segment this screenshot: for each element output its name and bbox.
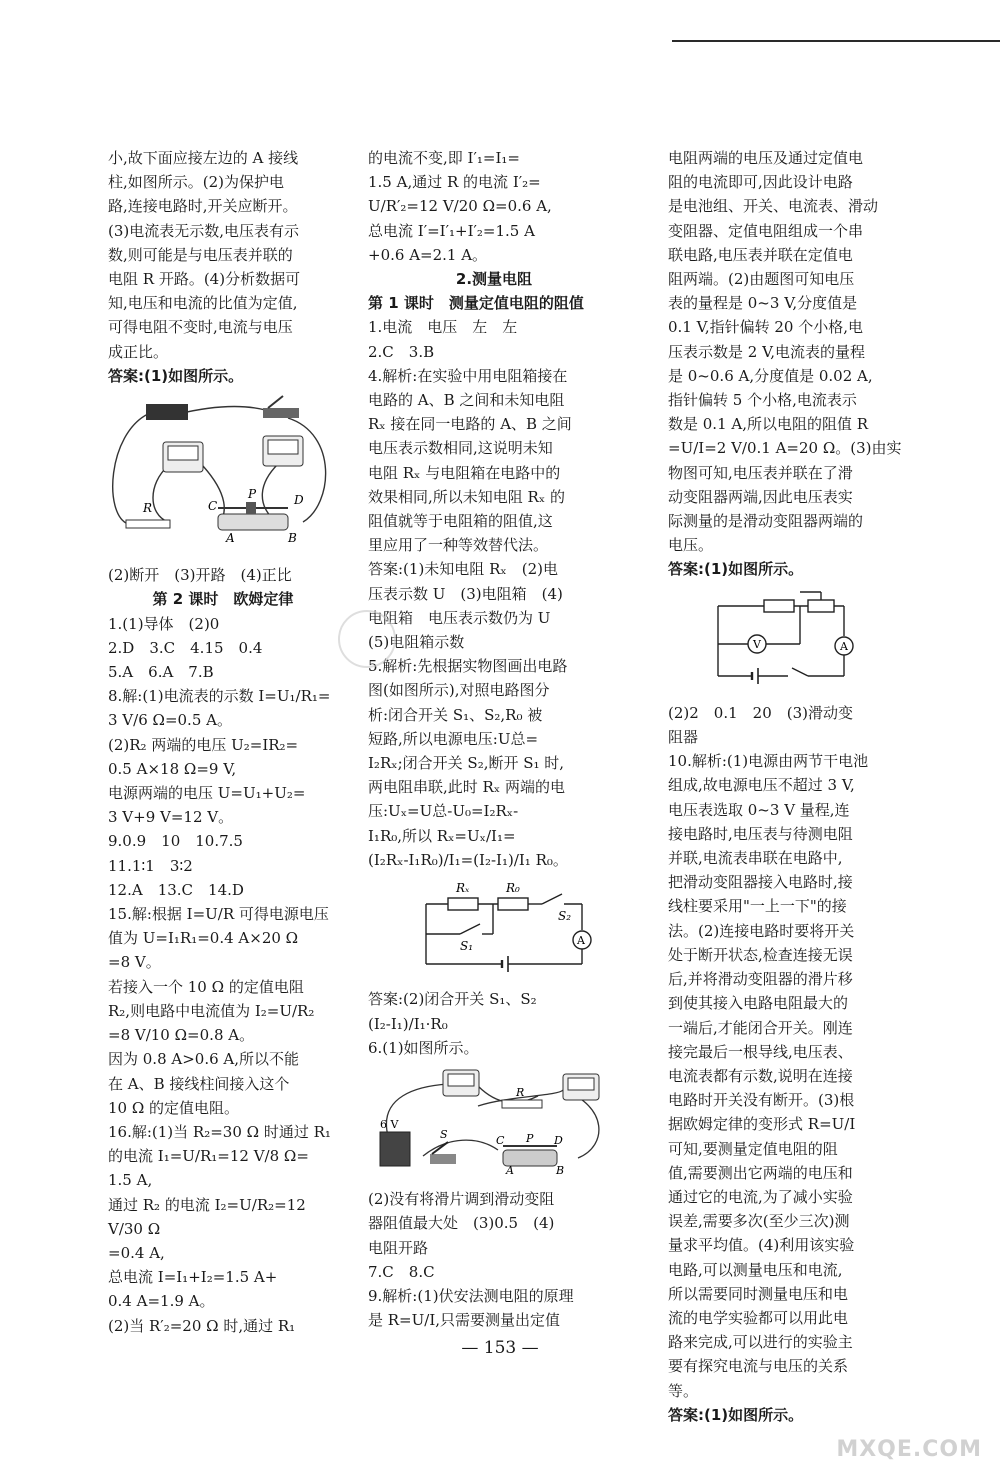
figure-label: A xyxy=(506,1163,514,1174)
text-line: 7.C 8.C xyxy=(368,1262,435,1281)
text-line: 电阻开路 xyxy=(368,1238,429,1257)
text-line: 效果相同,所以未知电阻 Rₓ 的 xyxy=(368,487,565,506)
text-line: 两电阻串联,此时 Rₓ 两端的电 xyxy=(368,778,565,797)
text-line: 把滑动变阻器接入电路时,接 xyxy=(668,873,853,892)
page-number: — 153 — xyxy=(461,1338,539,1358)
figure-label: Rₓ xyxy=(456,881,470,896)
text-line: 0.5 A×18 Ω=9 V, xyxy=(108,759,237,778)
text-line: 接电路时,电压表与待测电阻 xyxy=(668,824,853,843)
text-line: 5.解析:先根据实物图画出电路 xyxy=(368,657,568,676)
answer-line: 答案:(1)如图所示。 xyxy=(668,560,804,579)
text-line: 4.解析:在实验中用电阻箱接在 xyxy=(368,366,568,385)
text-line: 若接入一个 10 Ω 的定值电阻 xyxy=(108,977,304,996)
text-line: 器阻值最大处 (3)0.5 (4) xyxy=(368,1214,555,1233)
figure-label: A xyxy=(840,639,848,653)
figure-label: D xyxy=(554,1133,563,1147)
answer-column-3 xyxy=(668,146,904,1427)
stamp-seal xyxy=(338,610,396,668)
text-line: 15.解:根据 I=U/R 可得电源电压 xyxy=(108,905,329,924)
text-line: I₂Rₓ;闭合开关 S₂,断开 S₁ 时, xyxy=(368,754,565,773)
text-line: 电路,可以测量电压和电流, xyxy=(668,1260,843,1279)
text-line: (2)2 0.1 20 (3)滑动变 xyxy=(668,703,853,722)
text-line: 10.解析:(1)电源由两节干电池 xyxy=(668,752,869,771)
text-line: 电阻 R 开路。(4)分析数据可 xyxy=(108,270,301,289)
text-line: 误差,需要多次(至少三次)测 xyxy=(668,1212,850,1231)
figure-label: V xyxy=(753,637,761,651)
text-line: 1.(1)导体 (2)0 xyxy=(108,614,220,633)
text-line: 通过它的电流,为了减小实验 xyxy=(668,1187,853,1206)
text-line: 到使其接入电路电阻最大的 xyxy=(668,994,849,1013)
text-line: 12.A 13.C 14.D xyxy=(108,880,244,899)
text-line: 总电流 I′=I′₁+I′₂=1.5 A xyxy=(368,221,535,240)
text-line: 电阻两端的电压及通过定值电 xyxy=(668,149,864,167)
site-watermark xyxy=(792,1380,982,1464)
text-line: 压:Uₓ=U总-U₀=I₂Rₓ- xyxy=(368,802,519,821)
text-line: 9.解析:(1)伏安法测电阻的原理 xyxy=(368,1286,574,1305)
text-line: 6.(1)如图所示。 xyxy=(368,1038,479,1057)
figure-label: B xyxy=(288,531,297,546)
text-line: +0.6 A=2.1 A。 xyxy=(368,245,488,264)
text-line: I₁R₀,所以 Rₓ=Uₓ/I₁= xyxy=(368,826,516,845)
text-line: U/R′₂=12 V/20 Ω=0.6 A, xyxy=(368,197,552,216)
text-line: 图(如图所示),对照电路图分 xyxy=(368,681,550,700)
text-line: (I₂-I₁)/I₁·R₀ xyxy=(368,1014,448,1033)
text-line: 16.解:(1)当 R₂=30 Ω 时通过 R₁ xyxy=(108,1122,331,1141)
text-line: 可得电阻不变时,电流与电压 xyxy=(108,318,293,337)
text-line: 法。(2)连接电路时要将开关 xyxy=(668,921,855,940)
circuit-photo-figure-1 xyxy=(108,394,338,550)
text-line: 要有探究电流与电压的关系 xyxy=(668,1357,849,1376)
text-line: 数,则可能是与电压表并联的 xyxy=(108,245,293,264)
circuit-photo-figure-2 xyxy=(368,1066,620,1174)
text-line: 指针偏转 5 个小格,电流表示 xyxy=(668,391,857,410)
text-line: 2.D 3.C 4.15 0.4 xyxy=(108,638,263,657)
text-line: 压表示数 U (3)电阻箱 (4) xyxy=(368,584,563,603)
text-line: 际测量的是滑动变阻器两端的 xyxy=(668,512,864,531)
circuit-diagram-rx-r0 xyxy=(368,878,620,974)
answer-column-2 xyxy=(368,146,620,1332)
text-line: 线柱要采用"一上一下"的接 xyxy=(668,897,847,916)
figure-label: P xyxy=(526,1131,534,1145)
text-line: (3)电流表无示数,电压表有示 xyxy=(108,221,300,240)
text-line: 并联,电流表串联在电路中, xyxy=(668,849,843,868)
watermark-text: MXQE.COM xyxy=(836,1437,982,1462)
figure-label: R xyxy=(516,1085,525,1099)
text-line: 0.4 A=1.9 A。 xyxy=(108,1292,215,1311)
figure-label: A xyxy=(226,531,235,546)
text-line: 电路的 A、B 之间和未知电阻 xyxy=(368,391,565,410)
text-line: 变阻器、定值电阻组成一个串 xyxy=(668,221,864,240)
figure-label: B xyxy=(556,1163,565,1174)
text-line: 压表示数是 2 V,电流表的量程 xyxy=(668,342,866,361)
text-line: Rₓ 接在同一电路的 A、B 之间 xyxy=(368,415,572,434)
lesson-heading: 第 1 课时 测量定值电阻的阻值 xyxy=(368,294,584,313)
text-line: 值为 U=I₁R₁=0.4 A×20 Ω xyxy=(108,929,299,948)
text-line: 因为 0.8 A>0.6 A,所以不能 xyxy=(108,1050,300,1069)
text-line: 1.5 A,通过 R 的电流 I′₂= xyxy=(368,173,541,192)
text-line: 5.A 6.A 7.B xyxy=(108,663,214,682)
text-line: 电阻 Rₓ 与电阻箱在电路中的 xyxy=(368,463,561,482)
text-line: 路来完成,可以进行的实验主 xyxy=(668,1333,853,1352)
text-line: 量求平均值。(4)利用该实验 xyxy=(668,1236,855,1255)
text-line: =U/I=2 V/0.1 A=20 Ω。(3)由实 xyxy=(668,439,902,458)
text-line: 路,连接电路时,开关应断开。 xyxy=(108,197,298,216)
figure-label: C xyxy=(496,1133,505,1147)
text-line: 联电路,电压表并联在定值电 xyxy=(668,245,853,264)
text-line: 物图可知,电压表并联在了滑 xyxy=(668,463,853,482)
text-line: 9.0.9 10 10.7.5 xyxy=(108,832,243,851)
text-line: (5)电阻箱示数 xyxy=(368,633,465,652)
text-line: 阻的电流即可,因此设计电路 xyxy=(668,173,853,192)
figure-label: R xyxy=(143,501,153,516)
text-line: 短路,所以电源电压:U总= xyxy=(368,729,539,748)
section-heading: 第 2 课时 欧姆定律 xyxy=(152,590,294,609)
text-line: 3 V+9 V=12 V。 xyxy=(108,808,234,827)
text-line: 答案:(1)未知电阻 Rₓ (2)电 xyxy=(368,560,558,579)
figure-label: R₀ xyxy=(506,881,520,896)
text-line: 是电池组、开关、电流表、滑动 xyxy=(668,197,879,216)
text-line: 10 Ω 的定值电阻。 xyxy=(108,1098,240,1117)
text-line: 阻值就等于电阻箱的阻值,这 xyxy=(368,512,553,531)
text-line: 可知,要测量定值电阻的阻 xyxy=(668,1139,838,1158)
figure-label: C xyxy=(208,499,218,514)
text-line: 电阻箱 电压表示数仍为 U xyxy=(368,608,551,627)
text-line: 电压。 xyxy=(668,536,714,555)
text-line: 的电流不变,即 I′₁=I₁= xyxy=(368,149,520,167)
text-line: 里应用了一种等效替代法。 xyxy=(368,536,549,555)
text-line: 是 R=U/I,只需要测量出定值 xyxy=(368,1311,561,1330)
text-line: (2)当 R′₂=20 Ω 时,通过 R₁ xyxy=(108,1316,296,1335)
text-line: =0.4 A, xyxy=(108,1243,165,1262)
text-line: 析:闭合开关 S₁、S₂,R₀ 被 xyxy=(368,705,543,724)
text-line: 阻器 xyxy=(668,728,699,747)
text-line: (2)断开 (3)开路 (4)正比 xyxy=(108,566,292,585)
figure-label: 6 V xyxy=(380,1117,399,1131)
text-line: 处于断开状态,检查连接无误 xyxy=(668,945,853,964)
text-line: 的电流 I₁=U/R₁=12 V/8 Ω= xyxy=(108,1147,309,1166)
text-line: 在 A、B 接线柱间接入这个 xyxy=(108,1074,290,1093)
text-line: 11.1∶1 3∶2 xyxy=(108,856,193,875)
text-line: 数是 0.1 A,所以电阻的阻值 R xyxy=(668,415,869,434)
answer-line: 答案:(1)如图所示。 xyxy=(108,366,244,385)
text-line: 0.1 V,指针偏转 20 个小格,电 xyxy=(668,318,863,337)
text-line: 是 0~0.6 A,分度值是 0.02 A, xyxy=(668,366,873,385)
text-line: 值,需要测出它两端的电压和 xyxy=(668,1163,853,1182)
answer-line: 答案:(1)如图所示。 xyxy=(668,1405,804,1424)
text-line: 流的电学实验都可以用此电 xyxy=(668,1308,849,1327)
text-line: 所以需要同时测量电压和电 xyxy=(668,1284,849,1303)
answer-column-1 xyxy=(108,146,338,1338)
text-line: 动变阻器两端,因此电压表实 xyxy=(668,487,853,506)
section-heading: 2.测量电阻 xyxy=(455,270,533,289)
figure-label: S xyxy=(440,1127,448,1141)
text-line: (I₂Rₓ-I₁R₀)/I₁=(I₂-I₁)/I₁ R₀。 xyxy=(368,850,568,869)
answer-line: 答案:(2)闭合开关 S₁、S₂ xyxy=(368,990,537,1009)
text-line: 一端后,才能闭合开关。刚连 xyxy=(668,1018,853,1037)
text-line: 组成,故电源电压不超过 3 V, xyxy=(668,776,855,795)
text-line: 3 V/6 Ω=0.5 A。 xyxy=(108,711,232,730)
header-rule xyxy=(672,40,1000,42)
text-line: 等。 xyxy=(668,1381,699,1400)
text-line: 后,并将滑动变阻器的滑片移 xyxy=(668,970,853,989)
text-line: 电路时开关没有断开。(3)根 xyxy=(668,1091,855,1110)
figure-label: D xyxy=(294,493,304,508)
text-line: R₂,则电路中电流值为 I₂=U/R₂ xyxy=(108,1001,315,1020)
text-line: 电源两端的电压 U=U₁+U₂= xyxy=(108,784,306,803)
circuit-diagram-voltmeter-ammeter xyxy=(668,588,904,688)
text-line: 1.电流 电压 左 左 xyxy=(368,318,518,337)
figure-label: S₁ xyxy=(460,939,474,954)
text-line: 通过 R₂ 的电流 I₂=U/R₂=12 V/30 Ω xyxy=(108,1195,311,1238)
text-line: 电流表都有示数,说明在连接 xyxy=(668,1066,853,1085)
text-line: 柱,如图所示。(2)为保护电 xyxy=(108,173,285,192)
figure-label: S₂ xyxy=(558,909,572,924)
text-line: 据欧姆定律的变形式 R=U/I xyxy=(668,1115,856,1134)
text-line: 成正比。 xyxy=(108,342,169,361)
text-line: (2)没有将滑片调到滑动变阻 xyxy=(368,1190,555,1209)
text-line: 2.C 3.B xyxy=(368,342,435,361)
text-line: =8 V。 xyxy=(108,953,161,972)
text-line: 电压表示数相同,这说明未知 xyxy=(368,439,553,458)
text-line: 阻两端。(2)由题图可知电压 xyxy=(668,270,855,289)
text-line: 知,电压和电流的比值为定值, xyxy=(108,294,298,313)
text-line: 8.解:(1)电流表的示数 I=U₁/R₁= xyxy=(108,687,331,706)
text-line: =8 V/10 Ω=0.8 A。 xyxy=(108,1026,255,1045)
text-line: 接完最后一根导线,电压表、 xyxy=(668,1042,853,1061)
text-line: 表的量程是 0~3 V,分度值是 xyxy=(668,294,858,313)
figure-label: A xyxy=(577,934,585,948)
text-line: 小,故下面应接左边的 A 接线 xyxy=(108,149,299,167)
figure-label: P xyxy=(248,487,257,502)
text-line: 电压表选取 0~3 V 量程,连 xyxy=(668,800,850,819)
text-line: 1.5 A, xyxy=(108,1171,153,1190)
text-line: (2)R₂ 两端的电压 U₂=IR₂= xyxy=(108,735,299,754)
text-line: 总电流 I=I₁+I₂=1.5 A+ xyxy=(108,1268,278,1287)
